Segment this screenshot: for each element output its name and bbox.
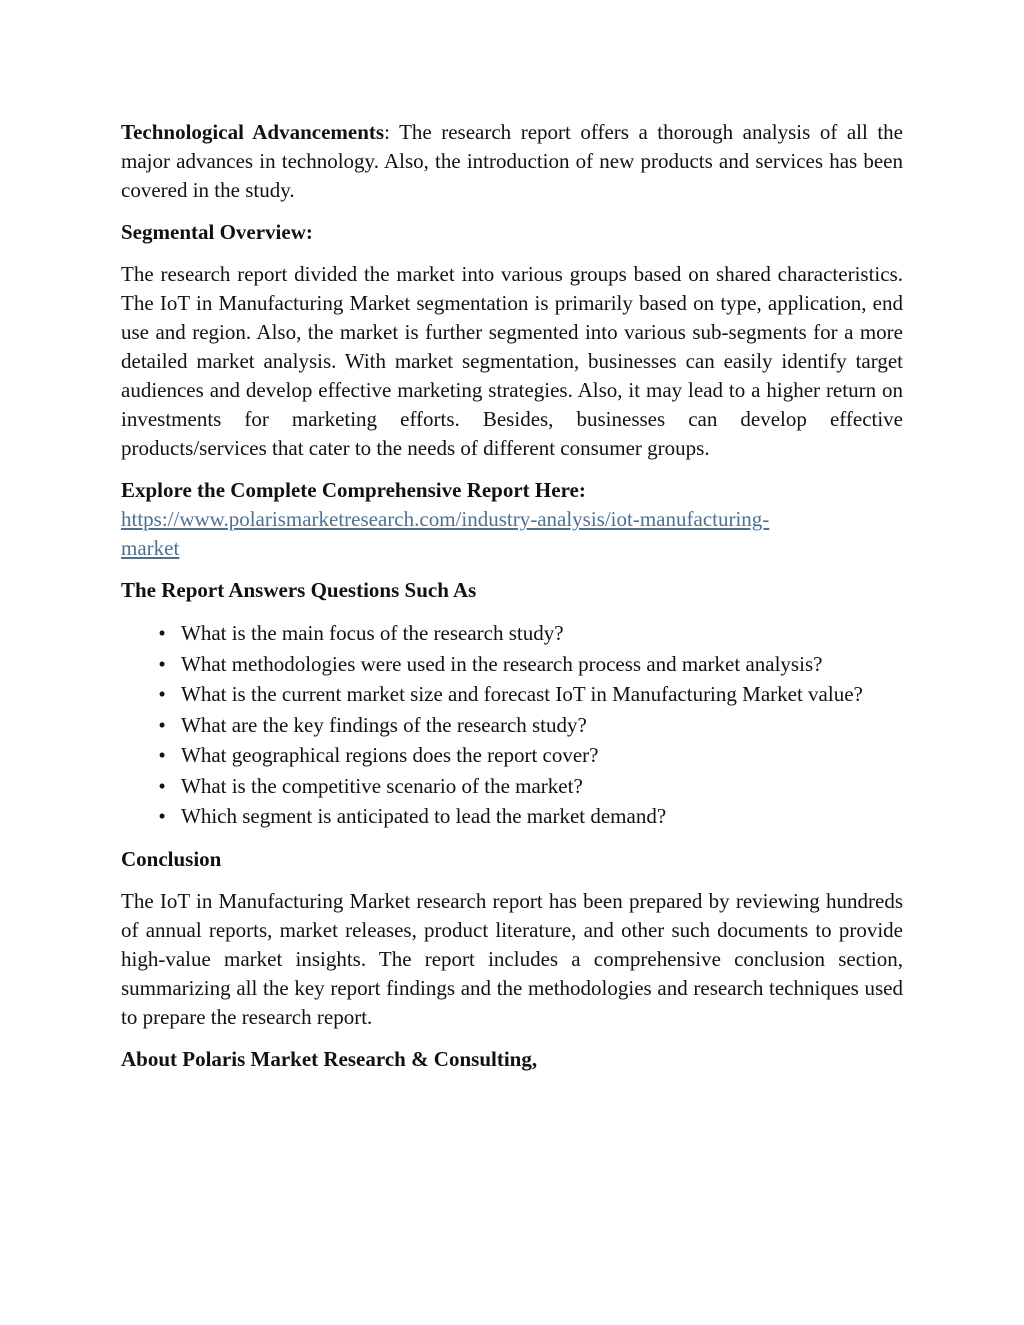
bullet-icon: • bbox=[158, 682, 166, 706]
question-text: What methodologies were used in the research process and market analysis? bbox=[181, 651, 823, 676]
explore-block bbox=[121, 476, 903, 563]
tech-text: The research report offers a thorough analysis of all the major advances in technology. Also, the introduction of new products and services has been covered in the study. bbox=[121, 120, 903, 202]
report-link-line2: market bbox=[121, 536, 180, 560]
tech-paragraph bbox=[121, 118, 903, 205]
conclusion-text: The IoT in Manufacturing Market research report has been prepared by reviewing hundreds of annual reports, market releases, product literature, and other such documents to provide high-value market insights. The report includes a comprehensive conclusion section, summarizing all the key report findings and the methodologies and research techniques used to prepare the research report. bbox=[121, 888, 903, 1029]
questions-heading: The Report Answers Questions Such As bbox=[121, 578, 477, 602]
question-text: Which segment is anticipated to lead the market demand? bbox=[181, 804, 667, 828]
question-item bbox=[121, 740, 903, 771]
about-heading: About Polaris Market Research & Consulting, bbox=[121, 1046, 538, 1071]
report-link[interactable] bbox=[121, 507, 769, 560]
question-text: What is the competitive scenario of the market? bbox=[181, 773, 583, 798]
conclusion-heading: Conclusion bbox=[121, 846, 222, 871]
bullet-icon: • bbox=[158, 743, 166, 767]
bullet-icon: • bbox=[158, 773, 166, 798]
question-text: What geographical regions does the report cover? bbox=[181, 743, 599, 767]
bullet-icon: • bbox=[158, 712, 166, 737]
question-item bbox=[121, 679, 903, 710]
question-item bbox=[121, 649, 903, 680]
question-text: What are the key findings of the research study? bbox=[181, 712, 587, 737]
bullet-icon: • bbox=[158, 651, 166, 676]
page-content bbox=[121, 118, 903, 1074]
question-text: What is the current market size and forecast IoT in Manufacturing Market value? bbox=[181, 682, 863, 706]
question-item bbox=[121, 618, 903, 649]
question-item bbox=[121, 710, 903, 741]
tech-colon: : bbox=[384, 120, 390, 144]
segmental-text: The research report divided the market into various groups based on shared characteristics. The IoT in Manufacturing Market segmentation is primarily based on type, application, end use and region. Also, the market is further segmented into various sub-segments for a more detailed market analysis. With market segmentation, businesses can easily identify target audiences and develop effective marketing strategies. Also, it may lead to a higher return on investments for marketing efforts. Besides, businesses can develop effective products/services that cater to the needs of different consumer groups. bbox=[121, 262, 903, 460]
segmental-heading: Segmental Overview: bbox=[121, 220, 313, 244]
question-item bbox=[121, 771, 903, 802]
tech-heading: Technological Advancements bbox=[121, 120, 385, 144]
bullet-icon: • bbox=[158, 621, 166, 645]
question-text: What is the main focus of the research study? bbox=[181, 621, 564, 645]
explore-heading: Explore the Complete Comprehensive Report Here: bbox=[121, 478, 586, 502]
report-link-line1: https://www.polarismarketresearch.com/industry-analysis/iot-manufacturing- bbox=[121, 507, 770, 531]
question-item bbox=[121, 801, 903, 832]
questions-list bbox=[121, 618, 903, 832]
bullet-icon: • bbox=[158, 804, 166, 828]
